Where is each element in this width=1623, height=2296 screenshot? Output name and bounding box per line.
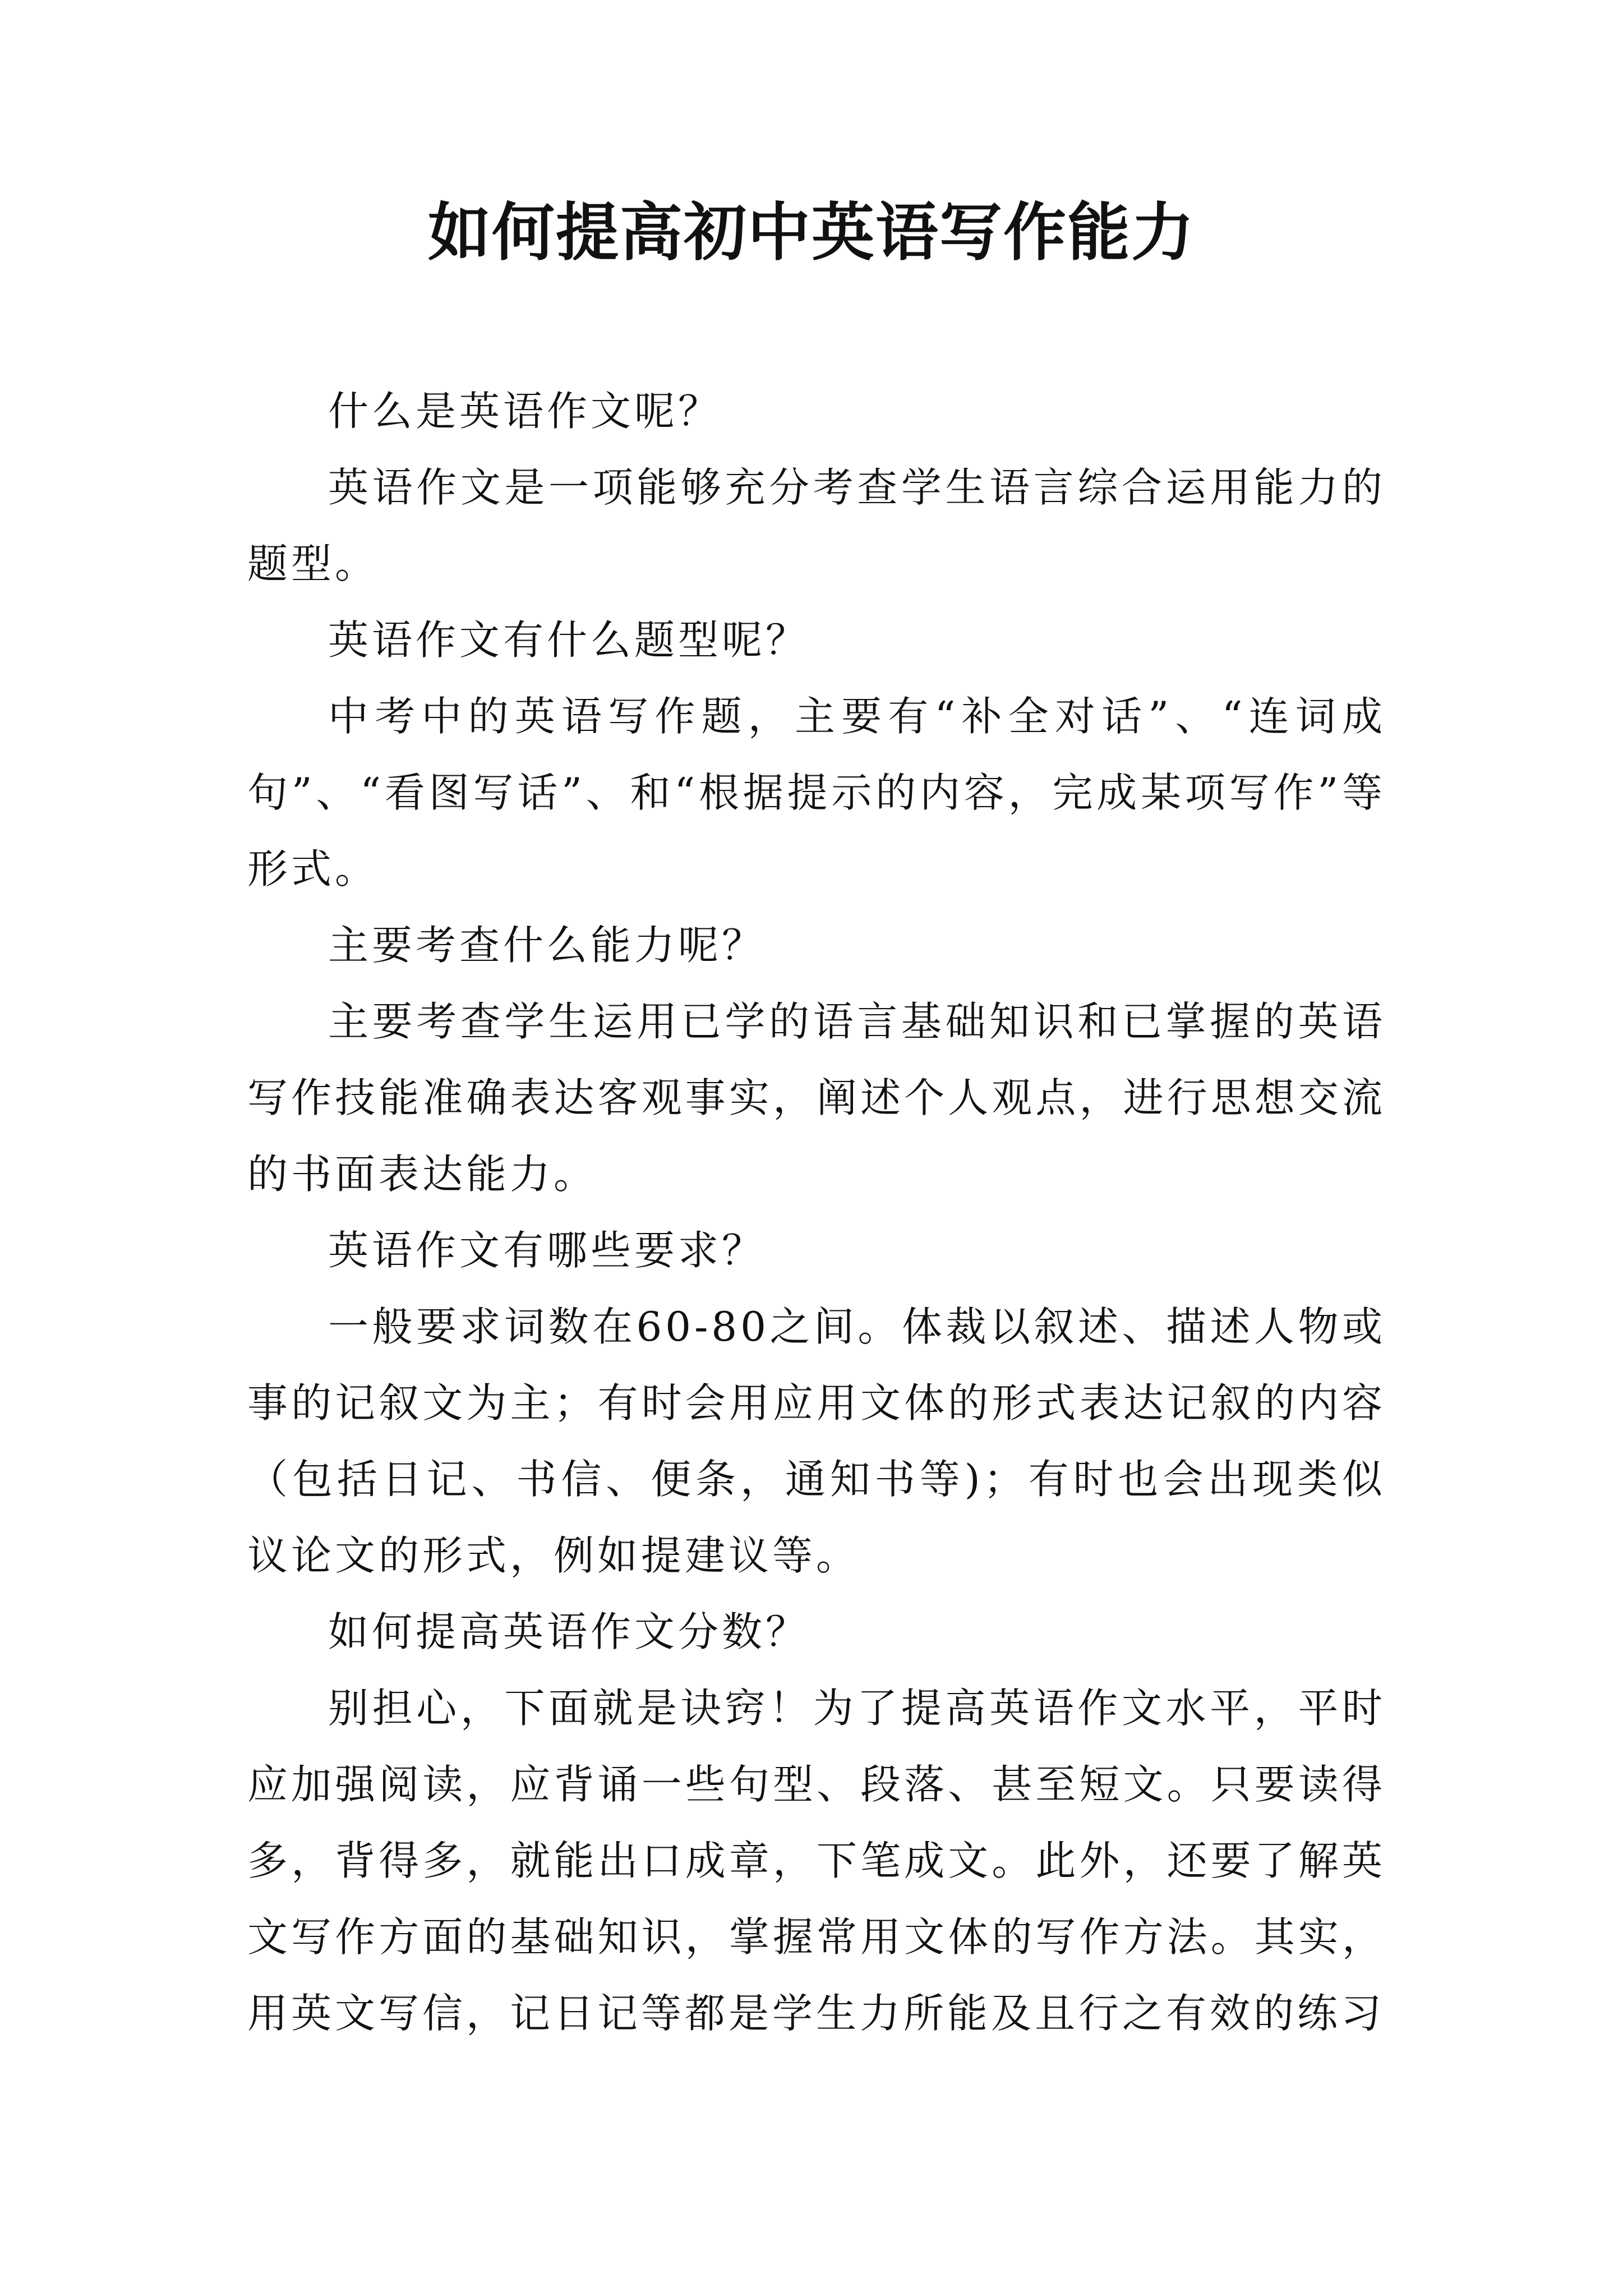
paragraph: 主要考查学生运用已学的语言基础知识和已掌握的英语写作技能准确表达客观事实，阐述个人观点，进行思想交流的书面表达能力。 [247, 998, 1386, 1198]
paragraph: 英语作文有什么题型呢？ [328, 616, 810, 664]
paragraph: 如何提高英语作文分数？ [328, 1608, 810, 1655]
paragraph: 什么是英语作文呢？ [328, 388, 722, 435]
document-title: 如何提高初中英语写作能力 [428, 196, 1195, 269]
paragraph: 别担心，下面就是诀窍！为了提高英语作文水平，平时应加强阅读，应背诵一些句型、段落、甚至短文。只要读得多，背得多，就能出口成章，下笔成文。此外，还要了解英文写作方面的基础知识，掌握常用文体的写作方法。其实，用英文写信，记日记等都是学生力所能及且行之有效的练习 [247, 1685, 1386, 2037]
document-body [247, 373, 1386, 2051]
paragraph: 英语作文是一项能够充分考查学生语言综合运用能力的题型。 [247, 464, 1386, 587]
paragraph: 主要考查什么能力呢？ [328, 922, 766, 969]
paragraph: 中考中的英语写作题，主要有“补全对话”、“连词成句”、“看图写话”、和“根据提示的内容，完成某项写作”等形式。 [247, 693, 1386, 892]
paragraph: 一般要求词数在60-80之间。体裁以叙述、描述人物或事的记叙文为主；有时会用应用文体的形式表达记叙的内容（包括日记、书信、便条，通知书等)；有时也会出现类似议论文的形式，例如提建议等。 [247, 1303, 1386, 1579]
paragraph: 英语作文有哪些要求？ [328, 1227, 766, 1274]
